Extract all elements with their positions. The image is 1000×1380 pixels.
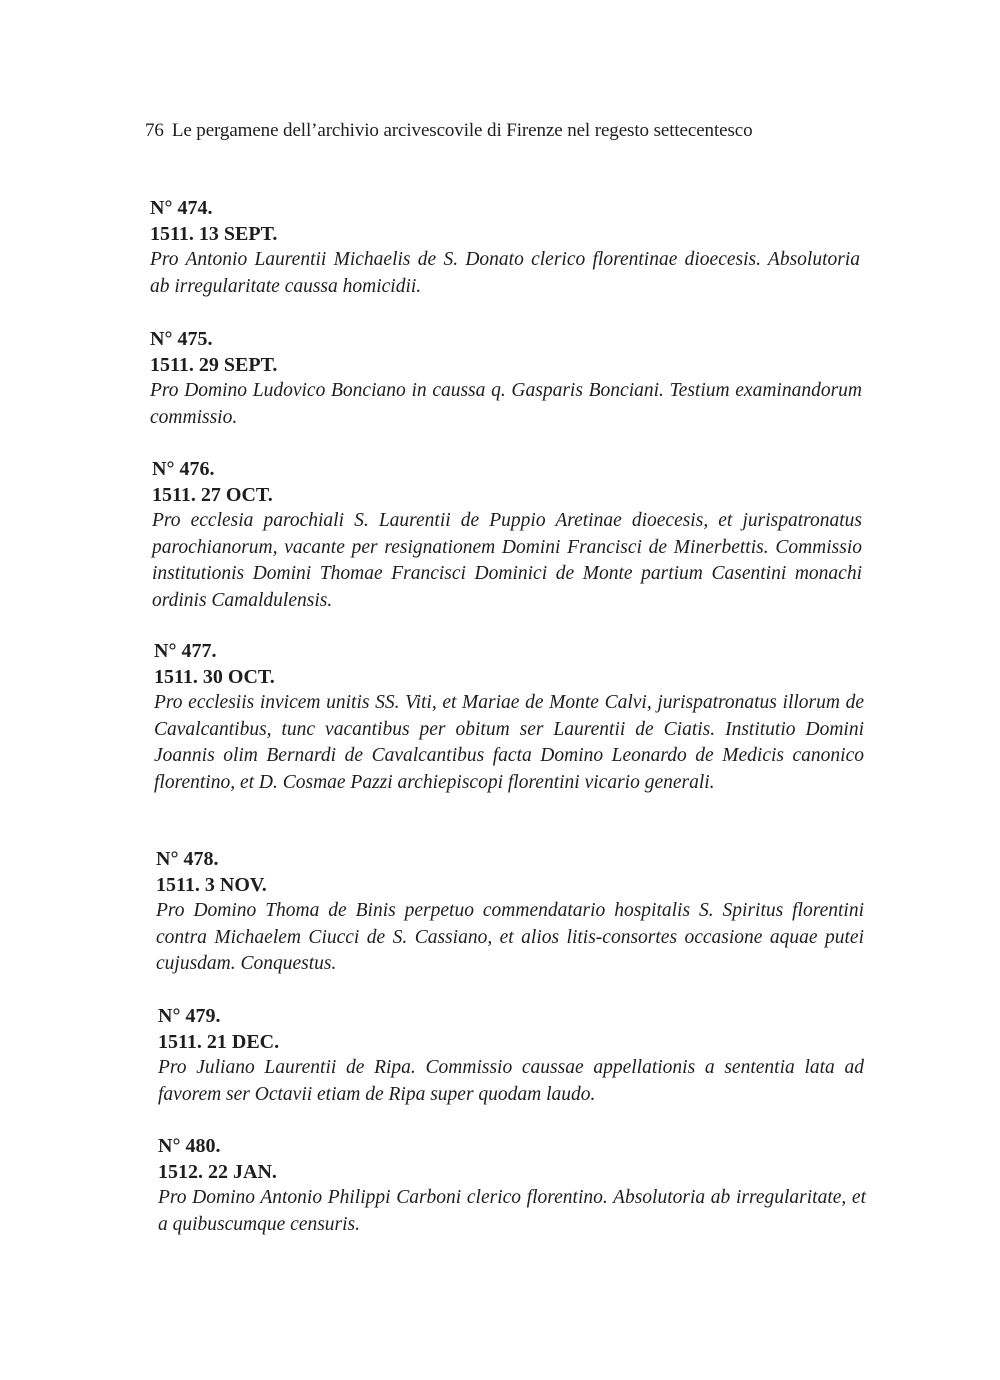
entry-date: 1511. 27 OCT.: [152, 484, 273, 506]
entry-date: 1511. 30 OCT.: [154, 666, 275, 688]
regesto-entry-476: [152, 456, 862, 614]
entry-text: Pro Juliano Laurentii de Ripa. Commissio caussae appellationis a sententia lata ad favorem ser Octavii etiam de Ripa super quodam laudo.: [158, 1057, 864, 1105]
entry-number: N° 474.: [150, 197, 213, 219]
entry-number: N° 480.: [158, 1135, 221, 1157]
running-head: [145, 120, 753, 142]
entry-number: N° 476.: [152, 458, 215, 480]
regesto-entry-474: [150, 195, 860, 300]
entry-date: 1511. 3 NOV.: [156, 874, 267, 896]
regesto-entry-478: [156, 846, 864, 978]
entry-date: 1511. 13 SEPT.: [150, 223, 278, 245]
regesto-entry-480: [158, 1133, 866, 1238]
running-title: Le pergamene dell’archivio arcivescovile di Firenze nel regesto settecentesco: [171, 120, 753, 141]
entry-text: Pro ecclesia parochiali S. Laurentii de Puppio Aretinae dioecesis, et jurispatronatus parochianorum, vacante per resignationem Domini Francisci de Minerbettis. Commissio institutionis Domini Thomae Francisci Dominici de Monte partium Casentini monachi ordinis Camaldulensis.: [152, 510, 862, 611]
regesto-entry-475: [150, 326, 862, 431]
entry-date: 1512. 22 JAN.: [158, 1161, 277, 1183]
entry-number: N° 478.: [156, 848, 219, 870]
entry-number: N° 475.: [150, 328, 213, 350]
entry-number: N° 477.: [154, 640, 217, 662]
entry-text: Pro Domino Antonio Philippi Carboni clerico florentino. Absolutoria ab irregularitate, et a quibuscumque censuris.: [158, 1187, 866, 1235]
regesto-entry-479: [158, 1003, 864, 1108]
entry-text: Pro Domino Ludovico Bonciano in caussa q. Gasparis Bonciani. Testium examinandorum commissio.: [150, 380, 862, 428]
entry-text: Pro ecclesiis invicem unitis SS. Viti, et Mariae de Monte Calvi, jurispatronatus illorum de Cavalcantibus, tunc vacantibus per obitum ser Laurentii de Ciatis. Institutio Domini Joannis olim Bernardi de Cavalcantibus facta Domino Leonardo de Medicis canonico florentino, et D. Cosmae Pazzi archiepiscopi florentini vicario generali.: [154, 692, 864, 793]
entry-text: Pro Domino Thoma de Binis perpetuo commendatario hospitalis S. Spiritus florentini contra Michaelem Ciucci de S. Cassiano, et alios litis-consortes occasione aquae putei cujusdam. Conquestus.: [156, 900, 864, 974]
entry-number: N° 479.: [158, 1005, 221, 1027]
entry-date: 1511. 21 DEC.: [158, 1031, 280, 1053]
regesto-entry-477: [154, 638, 864, 796]
entry-date: 1511. 29 SEPT.: [150, 354, 278, 376]
page-number: 76: [145, 120, 164, 141]
entry-text: Pro Antonio Laurentii Michaelis de S. Donato clerico florentinae dioecesis. Absolutoria ab irregularitate caussa homicidii.: [150, 249, 860, 297]
